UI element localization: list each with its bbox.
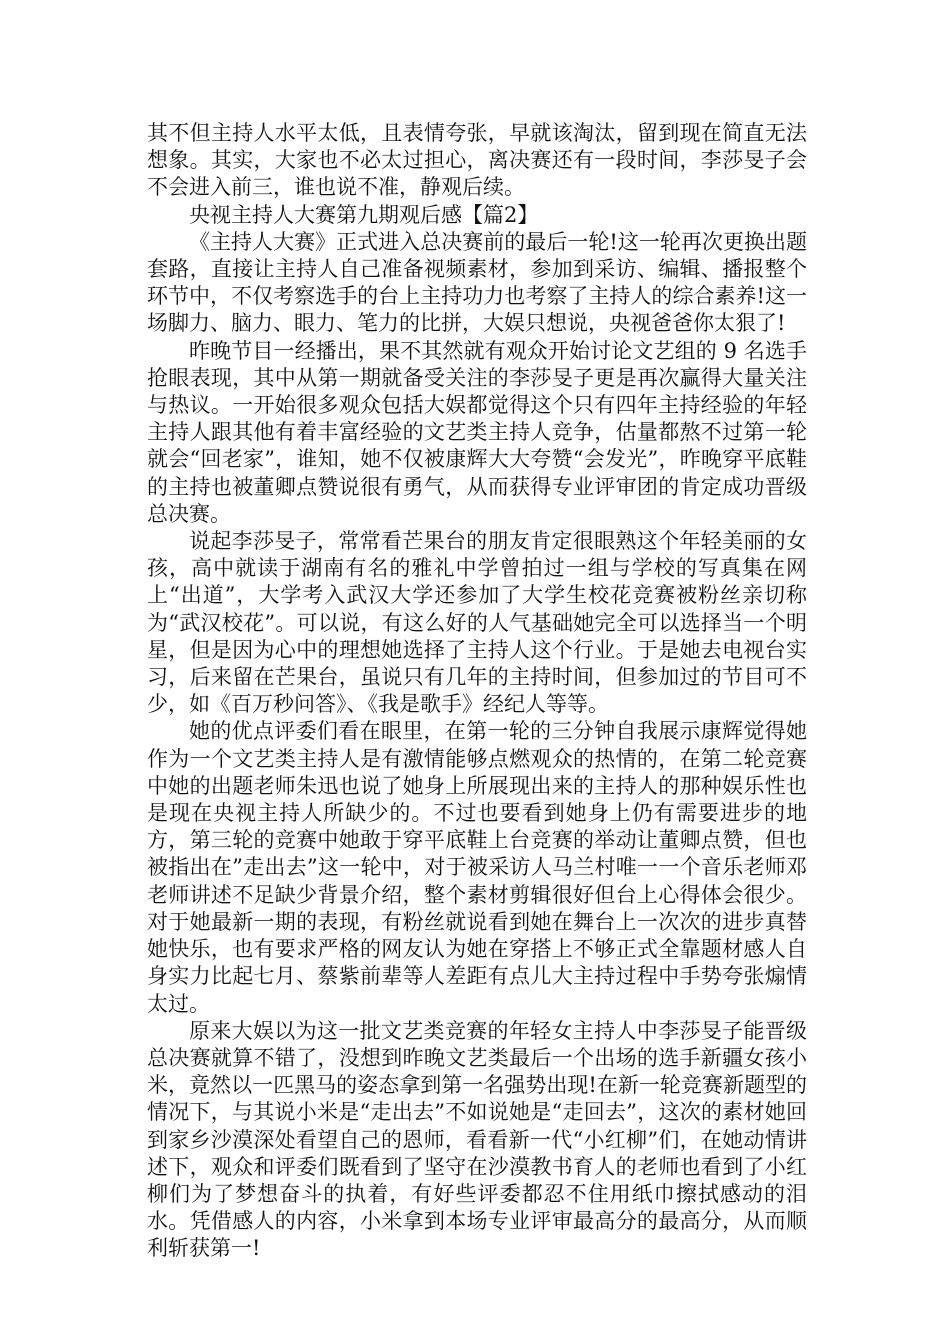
paragraph: 她的优点评委们看在眼里，在第一轮的三分钟自我展示康辉觉得她作为一个文艺类主持人是有激情能够点燃观众的热情的，在第二轮竞赛中她的出题老师朱迅也说了她身上所展现出来的主持人的那种娱乐性也是现在央视主持人所缺少的。不过也要看到她身上仍有需要进步的地方，第三轮的竞赛中她敢于穿平底鞋上台竞赛的举动让董卿点赞，但也被指出在”走出去”这一轮中，对于被采访人马兰村唯一一个音乐老师邓老师讲述不足缺少背景介绍，整个素材剪辑很好但台上心得体会很少。对于她最新一期的表现，有粉丝就说看到她在舞台上一次次的进步真替她快乐，也有要求严格的网友认为她在穿搭上不够正式全靠题材感人自身实力比起七月、蔡紫前辈等人差距有点儿大主持过程中手势夸张煽情太过。 [147,719,807,1016]
paragraph: 说起李莎旻子，常常看芒果台的朋友肯定很眼熟这个年轻美丽的女孩，高中就读于湖南有名的雅礼中学曾拍过一组与学校的写真集在网上“出道”，大学考入武汉大学还参加了大学生校花竞赛被粉丝亲切称为“武汉校花”。可以说，有这么好的人气基础她完全可以选择当一个明星，但是因为心中的理想她选择了主持人这个行业。于是她去电视台实习，后来留在芒果台，虽说只有几年的主持时间，但参加过的节目可不少，如《百万秒问答》、《我是歌手》经纪人等等。 [147,529,807,717]
paragraph-continued: 其不但主持人水平太低，且表情夸张，早就该淘汰，留到现在简直无法想象。其实，大家也不必太过担心，离决赛还有一段时间，李莎旻子会不会进入前三，谁也说不准，静观后续。 [147,121,807,200]
paragraph: 昨晚节目一经播出，果不其然就有观众开始讨论文艺组的 9 名选手抢眼表现，其中从第一期就备受关注的李莎旻子更是再次赢得大量关注与热议。一开始很多观众包括大娱都觉得这个只有四年主持经验的年轻主持人跟其他有着丰富经验的文艺类主持人竞争，估量都熬不过第一轮就会“回老家”，谁知，她不仅被康辉大大夸赞“会发光”，昨晚穿平底鞋的主持也被董卿点赞说很有勇气，从而获得专业评审团的肯定成功晋级总决赛。 [147,338,807,526]
article-body [147,120,807,1263]
section-heading: 央视主持人大赛第九期观后感【篇2】 [189,202,539,227]
paragraph: 原来大娱以为这一批文艺类竞赛的年轻女主持人中李莎旻子能晋级总决赛就算不错了，没想到昨晚文艺类最后一个出场的选手新疆女孩小米，竟然以一匹黑马的姿态拿到第一名强势出现!在新一轮竞赛新题型的情况下，与其说小米是“走出去”不如说她是“走回去”，这次的素材她回到家乡沙漠深处看望自己的恩师，看看新一代“小红柳”们，在她动情讲述下，观众和评委们既看到了坚守在沙漠教书育人的老师也看到了小红柳们为了梦想奋斗的执着，有好些评委都忍不住用纸巾擦拭感动的泪水。凭借感人的内容，小米拿到本场专业评审最高分的最高分，从而顺利斩获第一! [147,1018,807,1261]
paragraph: 《主持人大赛》正式进入总决赛前的最后一轮!这一轮再次更换出题套路，直接让主持人自己准备视频素材，参加到采访、编辑、播报整个环节中，不仅考察选手的台上主持功力也考察了主持人的综合素养!这一场脚力、脑力、眼力、笔力的比拼，大娱只想说，央视爸爸你太狠了! [147,229,807,336]
